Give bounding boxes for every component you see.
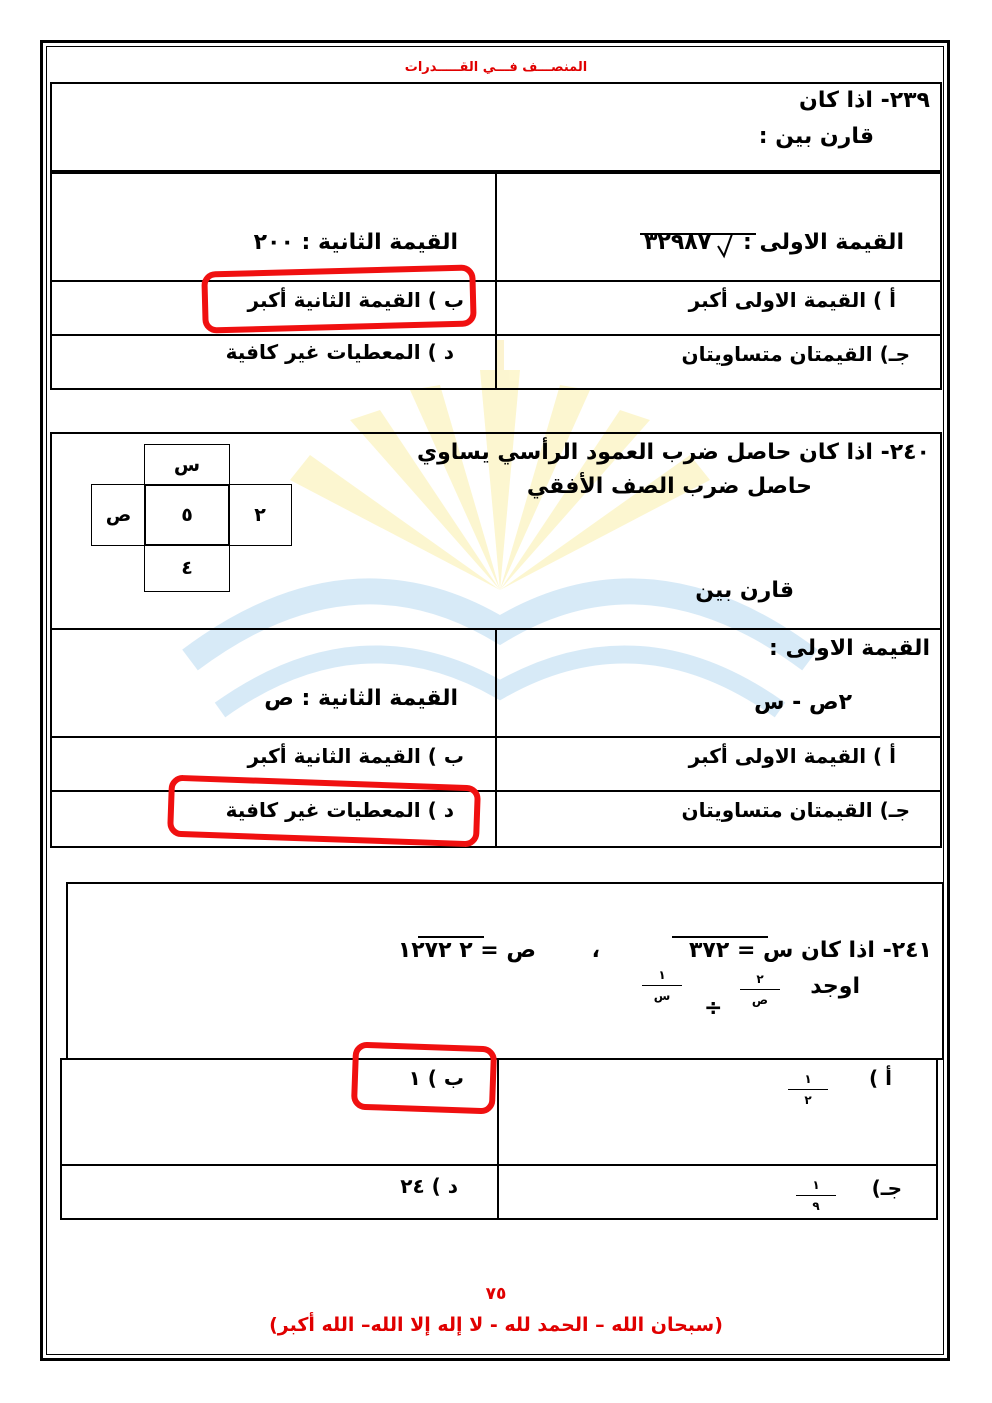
q239-row-sep-2 bbox=[50, 334, 942, 336]
q240-answer-mark bbox=[167, 775, 481, 848]
grid-cell-center: ٥ bbox=[144, 484, 230, 546]
q240-option-c[interactable]: جـ) القيمتان متساويتان bbox=[681, 798, 910, 822]
q241-title: ٢٤١- اذا كان س = ٣٧٢ bbox=[688, 938, 932, 963]
q240-option-a[interactable]: أ ) القيمة الاولى أكبر bbox=[688, 744, 896, 768]
q241-option-b[interactable]: ب ) ١ bbox=[408, 1066, 464, 1090]
frac-denominator: ٩ bbox=[812, 1199, 820, 1213]
q239-option-c[interactable]: جـ) القيمتان متساويتان bbox=[681, 342, 910, 366]
grid-cell-left: ص bbox=[91, 484, 146, 546]
frac-line bbox=[796, 1195, 836, 1196]
q241-option-d[interactable]: د ) ٢٤ bbox=[400, 1174, 458, 1198]
footer-dhikr: (سبحان الله – الحمد لله - لا إله إلا الله– الله أكبر) bbox=[269, 1314, 723, 1336]
q240-option-b[interactable]: ب ) القيمة الثانية أكبر bbox=[247, 744, 464, 768]
q240-option-d[interactable]: د ) المعطيات غير كافية bbox=[225, 798, 454, 822]
q241-option-a-label[interactable]: أ ) bbox=[869, 1066, 892, 1090]
page-number: ٧٥ bbox=[485, 1284, 507, 1304]
q241-find: اوجد bbox=[810, 974, 860, 999]
q240-second-value: القيمة الثانية : ص bbox=[264, 686, 458, 711]
q239-second-value: القيمة الثانية : ٢٠٠ bbox=[253, 230, 458, 255]
q240-title: ٢٤٠- اذا كان حاصل ضرب العمود الرأسي يساوي bbox=[416, 440, 930, 465]
q241-row-sep bbox=[60, 1164, 938, 1166]
q241-question-box bbox=[66, 882, 944, 1060]
frac-numerator: ١ bbox=[812, 1178, 820, 1192]
frac-denominator: ٢ bbox=[804, 1093, 812, 1107]
q240-compare: قارن بين bbox=[695, 578, 794, 603]
q240-first-value-label: القيمة الاولى : bbox=[769, 636, 930, 661]
q240-title2: حاصل ضرب الصف الأفقي bbox=[526, 474, 812, 499]
q241-answer-mark bbox=[351, 1042, 497, 1115]
grid-cell-top: س bbox=[144, 444, 230, 486]
frac-denominator: ص bbox=[751, 993, 769, 1007]
frac-denominator: س bbox=[653, 989, 671, 1003]
grid-cell-right: ٢ bbox=[228, 484, 292, 546]
frac-numerator: ١ bbox=[804, 1072, 812, 1086]
q241-y-root-bar bbox=[418, 936, 484, 938]
q241-divide-sign: ÷ bbox=[704, 996, 723, 1021]
page-header: المنصـــف فـــي القـــــدرات bbox=[404, 60, 588, 75]
q241-option-a-frac bbox=[788, 1072, 828, 1107]
q239-compare: قارن بين : bbox=[758, 124, 874, 149]
q241-option-c-frac bbox=[796, 1178, 836, 1213]
q239-sqrt bbox=[640, 232, 758, 260]
grid-cell-bottom: ٤ bbox=[144, 544, 230, 592]
q239-answer-mark bbox=[201, 264, 477, 333]
q239-option-a[interactable]: أ ) القيمة الاولى أكبر bbox=[688, 288, 896, 312]
q240-first-value-expr: ٢ص - س bbox=[754, 690, 852, 715]
q240-divider bbox=[495, 628, 497, 848]
q241-frac-1-over-x bbox=[642, 968, 682, 1003]
q239-first-value-label: القيمة الاولى : bbox=[743, 230, 904, 255]
q241-y-part: ص = ٢ ١٢٧٢ bbox=[397, 938, 536, 963]
q241-sep: ، bbox=[591, 938, 600, 963]
q240-row-sep-1 bbox=[50, 736, 942, 738]
frac-line bbox=[740, 989, 780, 990]
q241-x-root-bar bbox=[672, 936, 768, 938]
q241-divider bbox=[497, 1058, 499, 1220]
frac-numerator: ٢ bbox=[756, 972, 764, 986]
q239-option-b[interactable]: ب ) القيمة الثانية أكبر bbox=[247, 288, 464, 312]
q239-first-value-number: ٣٢٩٨٧ bbox=[644, 230, 712, 255]
q239-option-d[interactable]: د ) المعطيات غير كافية bbox=[225, 340, 454, 364]
q239-row-sep-1 bbox=[50, 280, 942, 282]
frac-line bbox=[642, 985, 682, 986]
q241-frac-2-over-y bbox=[740, 972, 780, 1007]
q239-title: ٢٣٩- اذا كان bbox=[799, 88, 930, 113]
frac-line bbox=[788, 1089, 828, 1090]
q241-option-c-label[interactable]: جـ) bbox=[871, 1176, 902, 1200]
frac-numerator: ١ bbox=[658, 968, 666, 982]
